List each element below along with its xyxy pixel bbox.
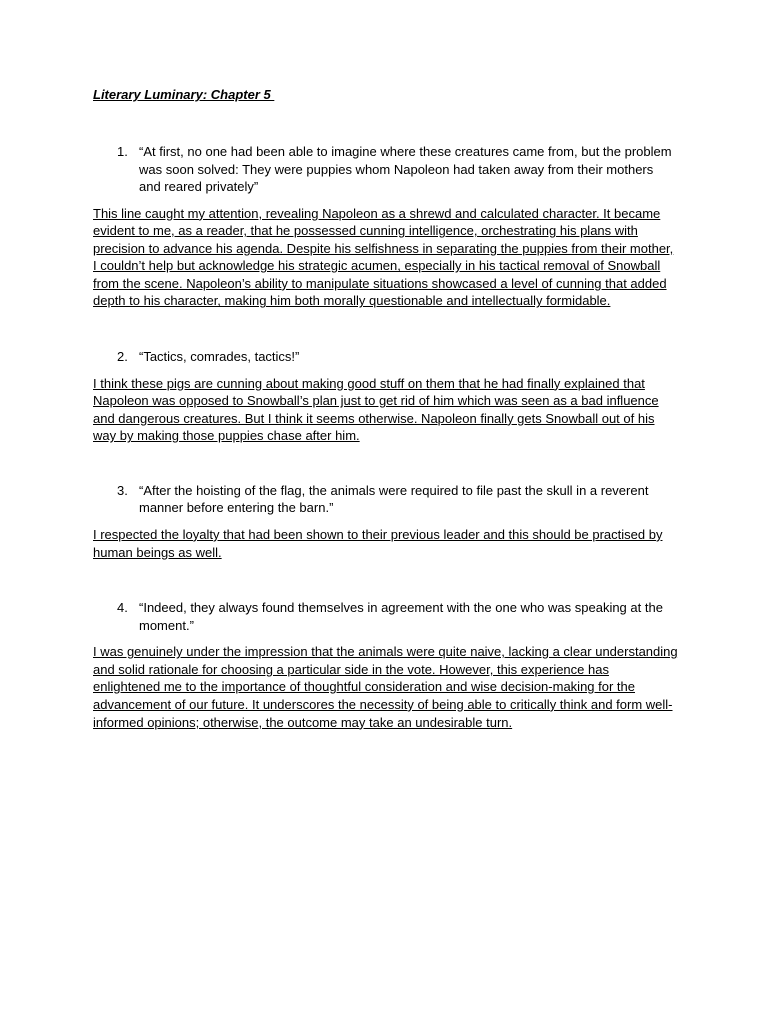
response-paragraph: I think these pigs are cunning about making good stuff on them that he had finally explained that Napoleon was opposed to Snowball’s plan just to get rid of him which was seen as a bad influence and dangerous creatures. But I think it seems otherwise. Napoleon finally gets Snowball out of his way by making those puppies chase after him.: [93, 375, 659, 444]
list-number: 4.: [117, 600, 128, 616]
list-item: [93, 482, 678, 561]
quote-entry: [93, 348, 678, 366]
quote-entry: [93, 599, 678, 634]
list-number: 1.: [117, 144, 128, 159]
quote-entry: [93, 482, 678, 517]
response-paragraph: I was genuinely under the impression that the animals were quite naive, lacking a clear understanding and solid rationale for choosing a particular side in the vote. However, this experience has enlightened me to the importance of thoughtful consideration and wise decision-making for the advancement of our future. It underscores the necessity of being able to critically think and form well-informed opinions; otherwise, the outcome may take an undesirable turn.: [93, 644, 678, 730]
quote-text: “After the hoisting of the flag, the animals were required to file past the skull in a reverent manner before entering the barn.”: [139, 482, 649, 516]
response-paragraph: This line caught my attention, revealing Napoleon as a shrewd and calculated character. It became evident to me, as a reader, that he possessed cunning intelligence, orchestrating his plans with precision to advance his agenda. Despite his selfishness in separating the puppies from their mother, I couldn’t help but acknowledge his strategic acumen, especially in his tactical removal of Snowball from the scene. Napoleon’s ability to manipulate situations showcased a level of cunning that added depth to his character, making him both morally questionable and intellectually formidable.: [93, 205, 674, 309]
list-item: [93, 348, 678, 445]
list-item: [93, 599, 678, 731]
response-paragraph: I respected the loyalty that had been shown to their previous leader and this should be practised by human beings as well.: [93, 526, 663, 560]
quote-text: “Indeed, they always found themselves in agreement with the one who was speaking at the moment.”: [139, 600, 663, 633]
list-number: 3.: [117, 482, 128, 498]
quote-text: “At first, no one had been able to imagine where these creatures came from, but the problem was soon solved: They were puppies whom Napoleon had taken away from their mothers and reared privately”: [139, 144, 672, 194]
quote-entry: [93, 143, 678, 196]
document-title: Literary Luminary: Chapter 5: [93, 87, 275, 102]
document-body: [93, 86, 678, 731]
list-number: 2.: [117, 349, 128, 365]
quote-text: “Tactics, comrades, tactics!”: [139, 349, 300, 365]
list-item: [93, 143, 678, 310]
